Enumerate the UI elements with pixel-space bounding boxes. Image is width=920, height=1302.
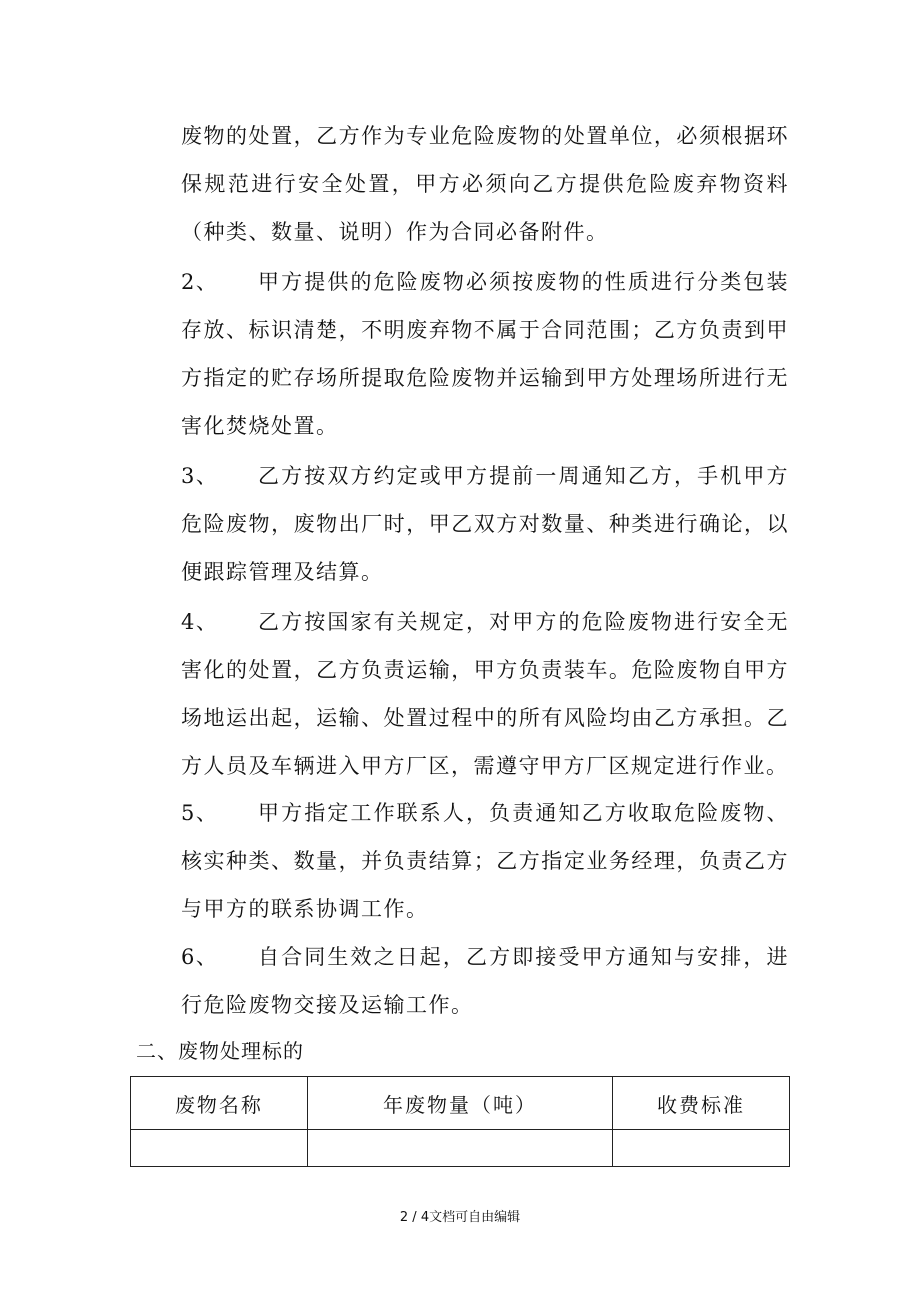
column-header-fee-standard: 收费标准 (613, 1077, 790, 1130)
section-heading: 二、废物处理标的 (136, 1039, 304, 1063)
waste-table (130, 1076, 790, 1167)
clause-text: 乙方按双方约定或甲方提前一周通知乙方，手机甲方危险废物，废物出厂时，甲乙双方对数量、种类进行确论，以便跟踪管理及结算。 (181, 464, 789, 584)
page-footer: 2 / 4文档可自由编辑 (399, 1210, 521, 1225)
table-cell (307, 1130, 612, 1167)
table-header-row (131, 1077, 790, 1130)
clause-text: 甲方指定工作联系人，负责通知乙方收取危险废物、核实种类、数量，并负责结算；乙方指定业务经理，负责乙方与甲方的联系协调工作。 (181, 801, 789, 921)
paragraph-text: 废物的处置，乙方作为专业危险废物的处置单位，必须根据环保规范进行安全处置，甲方必须向乙方提供危险废弃物资料（种类、数量、说明）作为合同必备附件。 (181, 124, 789, 244)
clause-5 (181, 789, 789, 933)
clause-text: 自合同生效之日起，乙方即接受甲方通知与安排，进行危险废物交接及运输工作。 (181, 945, 789, 1017)
clause-4 (181, 598, 789, 790)
clause-3 (181, 452, 789, 596)
clause-number: 3、 (181, 464, 219, 488)
clause-2 (181, 258, 789, 450)
table-row (131, 1130, 790, 1167)
column-header-annual-amount: 年废物量（吨） (307, 1077, 612, 1130)
clause-text: 甲方提供的危险废物必须按废物的性质进行分类包装存放、标识清楚，不明废弃物不属于合同范围；乙方负责到甲方指定的贮存场所提取危险废物并运输到甲方处理场所进行无害化焚烧处置。 (181, 270, 789, 438)
clause-text: 乙方按国家有关规定，对甲方的危险废物进行安全无害化的处置，乙方负责运输，甲方负责装车。危险废物自甲方场地运出起，运输、处置过程中的所有风险均由乙方承担。乙方人员及车辆进入甲方厂区，需遵守甲方厂区规定进行作业。 (181, 610, 789, 778)
table-cell (613, 1130, 790, 1167)
clause-number: 2、 (181, 270, 219, 294)
clause-number: 4、 (181, 610, 219, 634)
clause-number: 6、 (181, 945, 219, 969)
column-header-waste-name: 废物名称 (131, 1077, 308, 1130)
clause-number: 5、 (181, 801, 219, 825)
table-cell (131, 1130, 308, 1167)
clause-6 (181, 933, 789, 1029)
paragraph-continued (181, 112, 789, 256)
